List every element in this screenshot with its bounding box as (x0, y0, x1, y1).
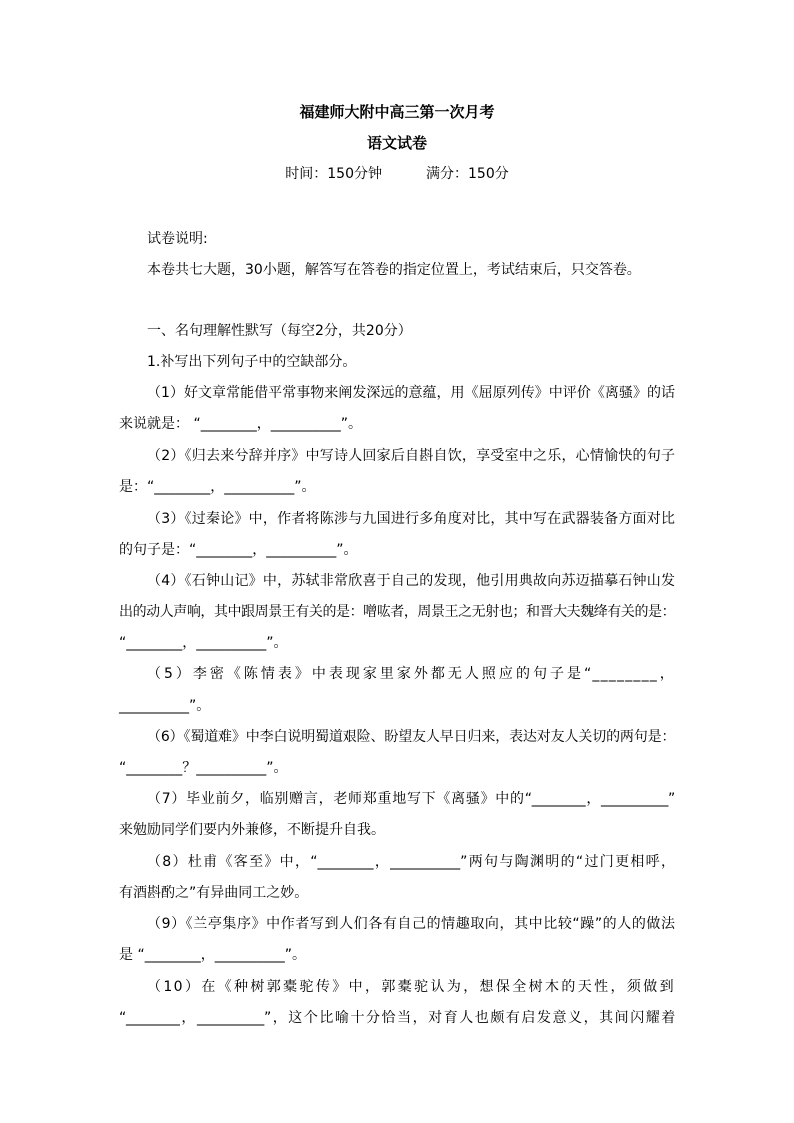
item-10-line-1: （10）在《种树郭橐驼传》中，郭橐驼认为，想保全树木的天性，须做到 (147, 979, 675, 995)
item-7-line-2: 来勉励同学们要内外兼修，不断提升自我。 (119, 822, 385, 838)
item-6-line-1: （6）《蜀道难》中李白说明蜀道艰险、盼望友人早日归来，表达对友人关切的两句是： (147, 729, 675, 745)
exam-meta (0, 164, 794, 184)
item-7-line-1: （7）毕业前夕，临别赠言，老师郑重地写下《离骚》中的“________，__________” (147, 791, 675, 807)
item-2-line-1: （2）《归去来兮辞并序》中写诗人回家后自斟自饮，享受室中之乐，心情愉快的句子 (147, 448, 675, 464)
item-5-line-2: __________”。 (119, 698, 211, 714)
item-1-line-1: （1）好文章常能借平常事物来阐发深远的意蕴，用《屈原列传》中评价《离骚》的话 (147, 385, 675, 401)
item-4-line-1: （4）《石钟山记》中，苏轼非常欣喜于自己的发现，他引用典故向苏迈描摹石钟山发 (147, 573, 675, 589)
exam-time: 时间：150分钟 (285, 166, 382, 182)
notes-label: 试卷说明: (147, 231, 208, 247)
item-4-line-3: “________，__________”。 (119, 635, 288, 651)
exam-subtitle: 语文试卷 (366, 134, 427, 152)
exam-score: 满分：150分 (426, 166, 509, 182)
item-3-line-1: （3）《过秦论》中，作者将陈涉与九国进行多角度对比，其中写在武器装备方面对比 (147, 511, 675, 527)
item-6-line-2: “________？__________”。 (119, 760, 288, 776)
item-2-line-2: 是：“________，__________”。 (119, 479, 316, 495)
item-8-line-1: （8）杜甫《客至》中，“________，__________”两句与陶渊明的“过门更相呼， (147, 854, 675, 870)
item-1-line-2: 来说就是： “________，__________”。 (119, 416, 362, 432)
exam-title: 福建师大附中高三第一次月考 (299, 103, 495, 121)
item-10-line-2: “________，__________”，这个比喻十分恰当，对育人也颇有启发意义，其间闪耀着 (119, 1010, 675, 1026)
question-intro: 1.补写出下列句子中的空缺部分。 (147, 354, 357, 370)
section-heading: 一、名句理解性默写（每空2分，共20分） (147, 323, 412, 339)
item-9-line-2: 是 “________，__________”。 (119, 947, 306, 963)
item-4-line-2: 出的动人声响，其中跟周景王有关的是：噌吰者，周景王之无射也；和晋大夫魏绛有关的是： (119, 604, 675, 620)
item-3-line-2: 的句子是：“________，__________”。 (119, 542, 358, 558)
item-9-line-1: （9）《兰亭集序》中作者写到人们各有自己的情趣取向，其中比较“躁”的人的做法 (147, 916, 675, 932)
notes-text: 本卷共七大题，30小题，解答写在答卷的指定位置上，考试结束后，只交答卷。 (147, 262, 641, 278)
item-8-line-2: 有酒斟酌之”有异曲同工之妙。 (119, 885, 309, 901)
item-5-line-1: （5）李密《陈情表》中表现家里家外都无人照应的句子是“________， (147, 666, 675, 682)
